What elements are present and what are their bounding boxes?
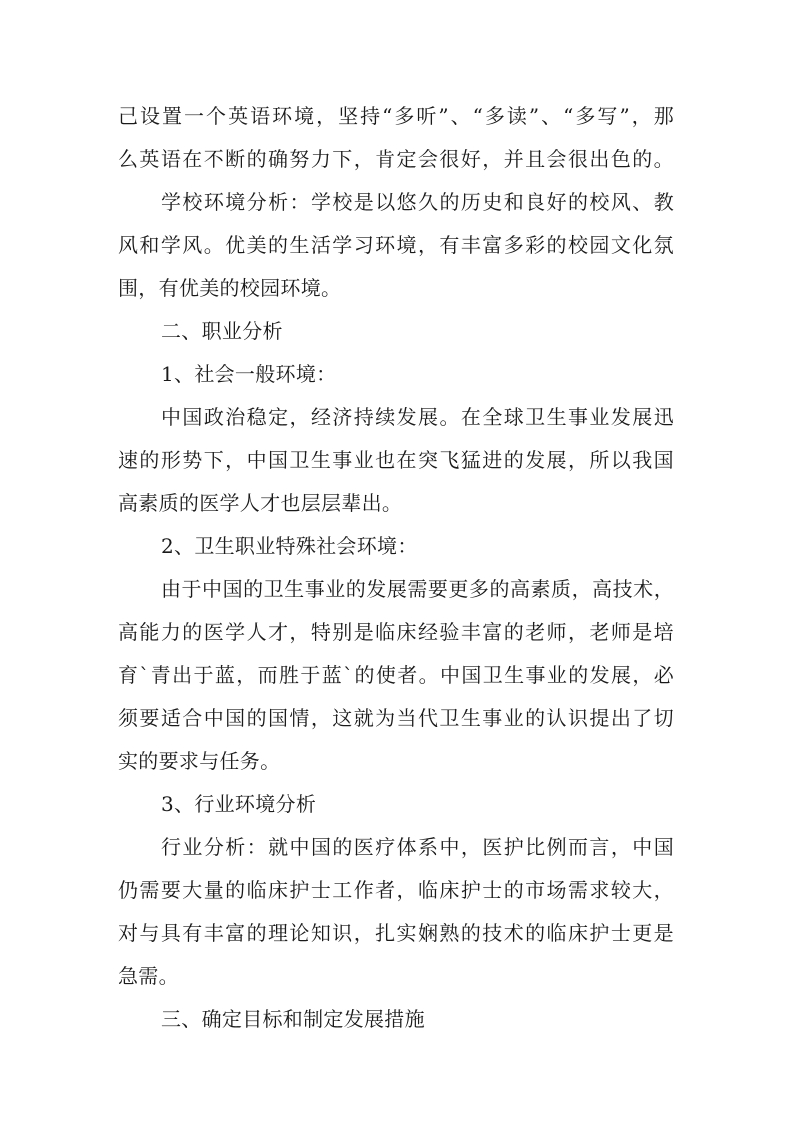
text-line-1: 己设置一个英语环境，坚持“多听”、“多读”、“多写”，那 [118, 104, 674, 128]
subheading-industry-analysis: 3、行业环境分析 [161, 792, 317, 816]
text-line-21: 急需。 [118, 964, 179, 988]
paragraph-school-environment: 学校环境分析：学校是以悠久的历史和良好的校风、教 [161, 190, 674, 214]
text-line-20: 对与具有丰富的理论知识，扎实娴熟的技术的临床护士更是 [118, 921, 674, 945]
paragraph-industry-analysis: 行业分析：就中国的医疗体系中，医护比例而言，中国 [161, 835, 674, 859]
text-line-4: 风和学风。优美的生活学习环境，有丰富多彩的校园文化氛 [118, 233, 674, 257]
subheading-health-profession: 2、卫生职业特殊社会环境： [161, 534, 418, 558]
section-heading-career-analysis: 二、职业分析 [161, 319, 283, 343]
text-line-16: 实的要求与任务。 [118, 749, 281, 773]
text-line-19: 仍需要大量的临床护士工作者，临床护士的市场需求较大， [118, 878, 674, 902]
paragraph-health-career: 由于中国的卫生事业的发展需要更多的高素质，高技术， [161, 577, 674, 601]
text-line-2: 么英语在不断的确努力下，肯定会很好，并且会很出色的。 [118, 147, 674, 171]
subheading-social-environment: 1、社会一般环境： [161, 362, 337, 386]
section-heading-goals: 三、确定目标和制定发展措施 [161, 1007, 425, 1031]
text-line-5: 围，有优美的校园环境。 [118, 276, 342, 300]
text-line-15: 须要适合中国的国情，这就为当代卫生事业的认识提出了切 [118, 706, 674, 730]
text-line-9: 速的形势下，中国卫生事业也在突飞猛进的发展，所以我国 [118, 448, 674, 472]
text-line-10: 高素质的医学人才也层层辈出。 [118, 491, 403, 515]
text-line-14: 育`青出于蓝，而胜于蓝`的使者。中国卫生事业的发展，必 [118, 663, 674, 687]
paragraph-china-development: 中国政治稳定，经济持续发展。在全球卫生事业发展迅 [161, 405, 674, 429]
text-line-13: 高能力的医学人才，特别是临床经验丰富的老师，老师是培 [118, 620, 674, 644]
